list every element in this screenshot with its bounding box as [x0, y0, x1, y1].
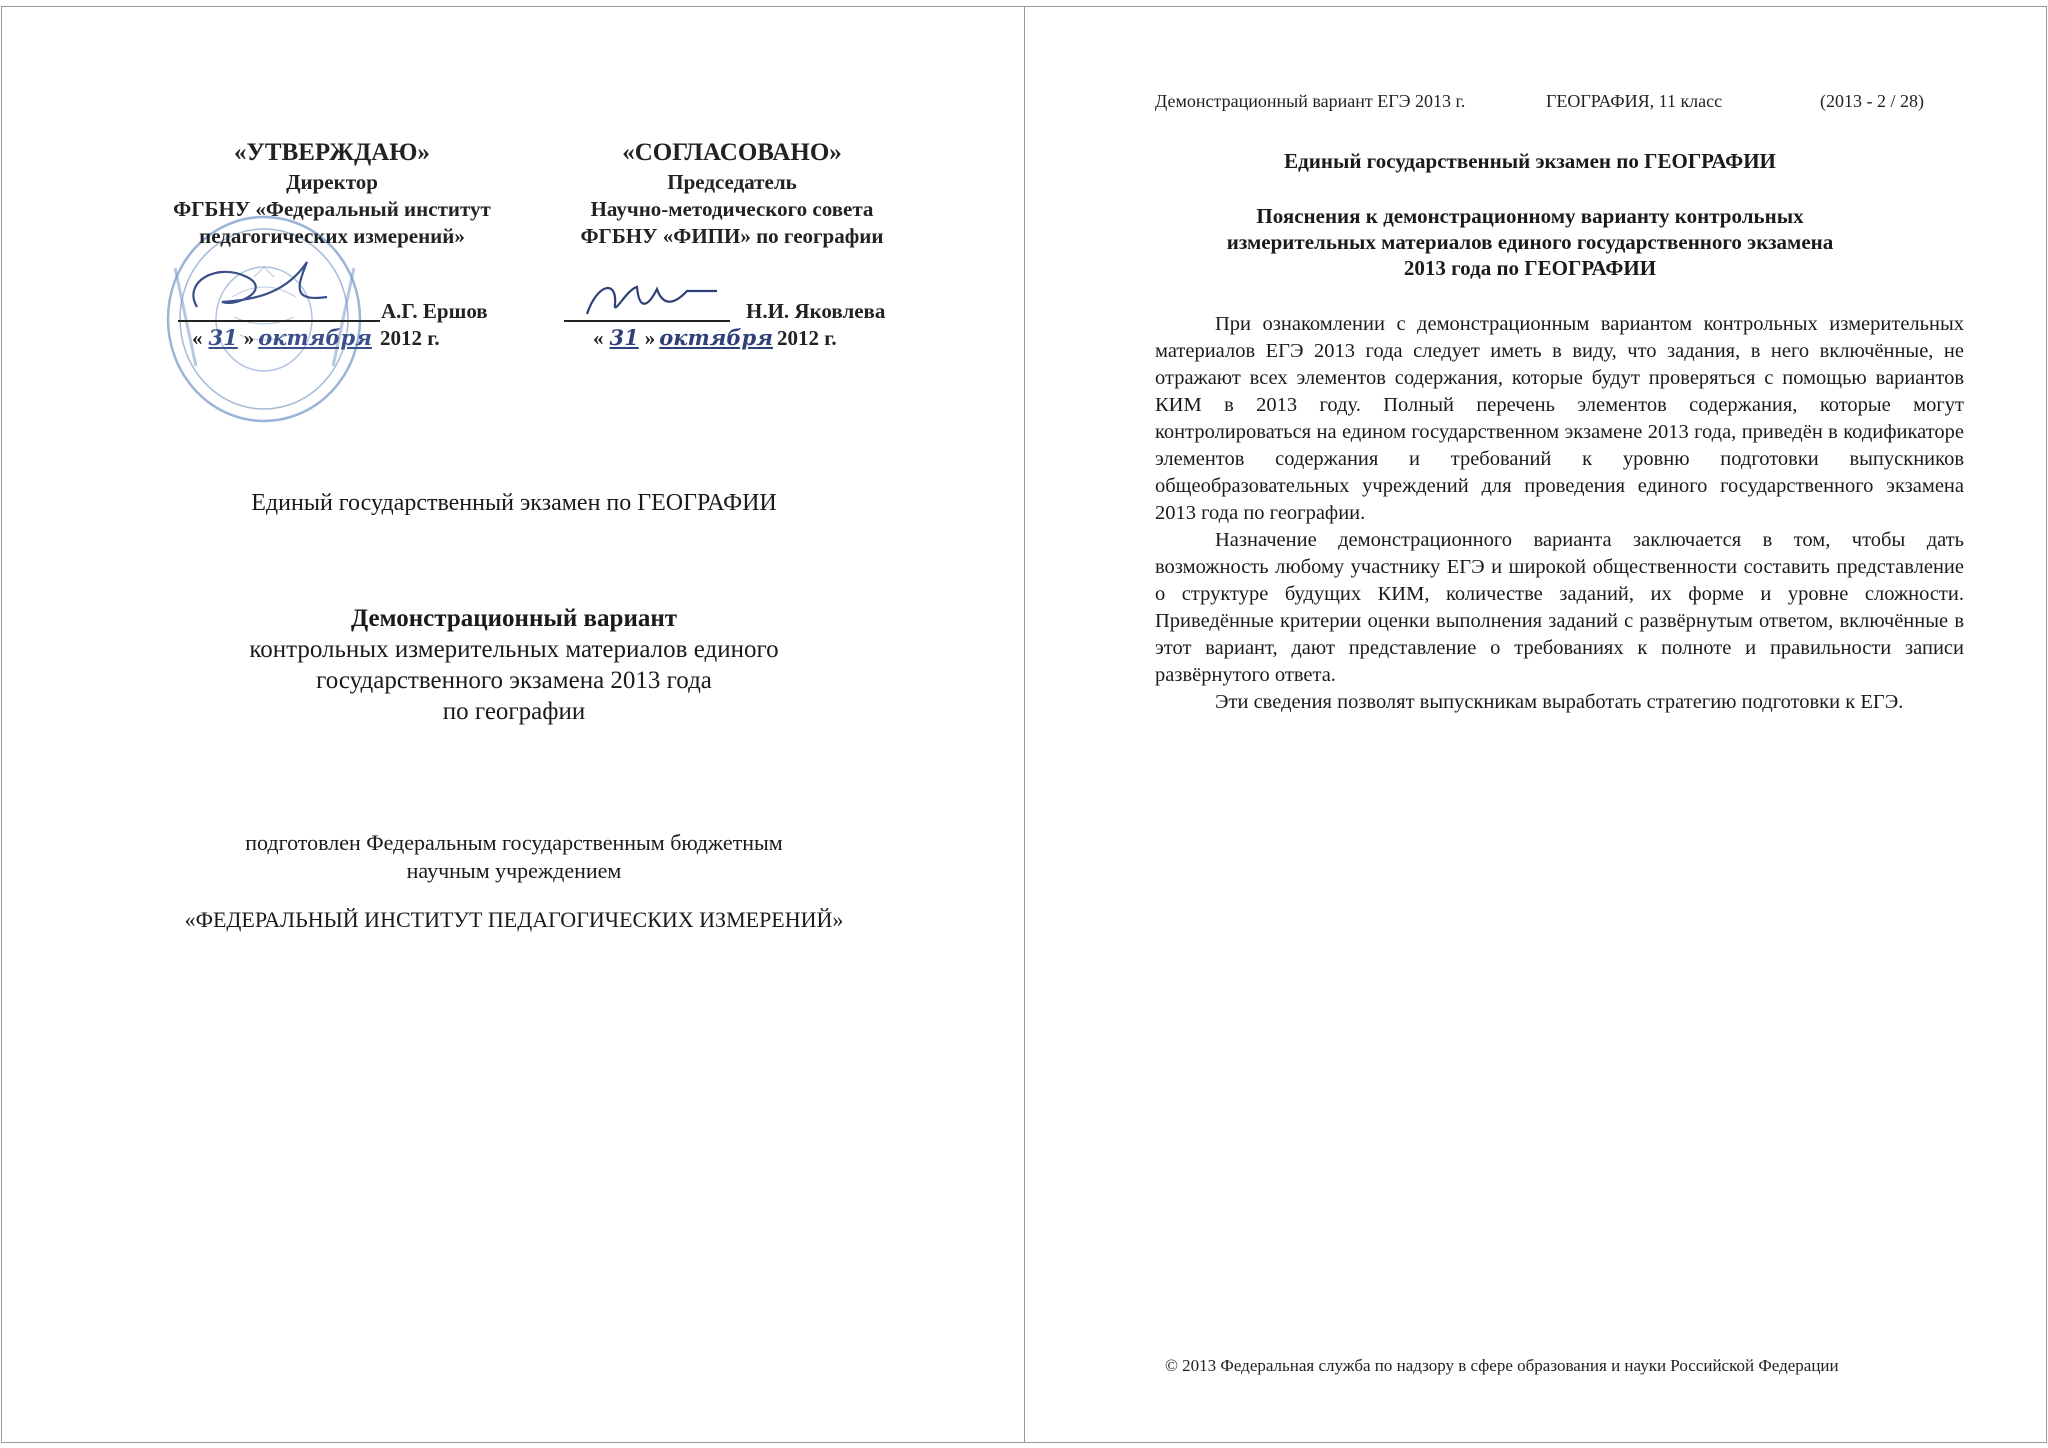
chair-signature-line	[564, 320, 730, 322]
prepared-by-block	[122, 829, 906, 885]
demo-variant-line1: контрольных измерительных материалов единого	[249, 636, 779, 663]
prepared-by-line1: подготовлен Федеральным государственным бюджетным	[245, 830, 783, 855]
director-date-open: «	[192, 326, 203, 350]
demo-variant-line3: по географии	[442, 698, 586, 725]
agreement-council: Научно-методического совета	[590, 197, 874, 221]
body-paragraph-1: При ознакомлении с демонстрационным вариантом контрольных измерительных материалов ЕГЭ 2013 года следует иметь в виду, что задания, в него включённые, не отражают всех элементов содержания, которые будут проверяться с помощью вариантов КИМ в 2013 году. Полный перечень элементов содержания, которые могут контролироваться на едином государственном экзамене 2013 года, приведён в кодификаторе элементов содержания и требований к уровню подготовки выпускников общеобразовательных учреждений для проведения единого государственного экзамена 2013 года по географии.	[1155, 313, 1964, 524]
director-name: А.Г. Ершов	[381, 299, 488, 323]
running-header-middle: ГЕОГРАФИЯ, 11 класс	[1546, 91, 1723, 111]
agreement-heading: «СОГЛАСОВАНО»	[622, 139, 842, 166]
demo-variant-title: Демонстрационный вариант	[350, 605, 678, 632]
chair-date-mid: »	[644, 326, 656, 350]
body-paragraph-3: Эти сведения позволят выпускникам выработать стратегию подготовки к ЕГЭ.	[1215, 691, 1904, 713]
title-page	[1, 6, 1025, 1443]
copyright-footer: © 2013 Федеральная служба по надзору в сфере образования и науки Российской Федерации	[1165, 1356, 1839, 1375]
institute-name: «ФЕДЕРАЛЬНЫЙ ИНСТИТУТ ПЕДАГОГИЧЕСКИХ ИЗМЕРЕНИЙ»	[184, 907, 844, 932]
explanation-page	[1024, 6, 2047, 1443]
chair-name: Н.И. Яковлева	[746, 299, 886, 323]
explanation-subtitle-line2: измерительных материалов единого государственного экзамена	[1226, 230, 1834, 254]
explanation-title: Единый государственный экзамен по ГЕОГРАФИИ	[1284, 149, 1776, 173]
explanation-subtitle-line3: 2013 года по ГЕОГРАФИИ	[1403, 256, 1657, 280]
approval-organization: ФГБНУ «Федеральный институт	[173, 197, 491, 221]
demo-variant-block	[122, 603, 906, 727]
explanation-subtitle-line1: Пояснения к демонстрационному варианту контрольных	[1256, 204, 1804, 228]
director-date-month: октября	[258, 325, 372, 350]
approval-organization-cont: педагогических измерений»	[199, 224, 465, 248]
exam-title: Единый государственный экзамен по ГЕОГРАФИИ	[251, 490, 777, 516]
approval-heading: «УТВЕРЖДАЮ»	[234, 139, 430, 166]
approval-position: Директор	[286, 170, 378, 194]
approval-block	[142, 137, 522, 250]
chair-date-day: 31	[609, 325, 639, 350]
director-date-mid: »	[243, 326, 255, 350]
director-date-day: 31	[208, 325, 238, 350]
page-number: (2013 - 2 / 28)	[1820, 91, 1924, 111]
chair-date-year: 2012 г.	[776, 326, 837, 350]
demo-variant-line2: государственного экзамена 2013 года	[316, 667, 712, 694]
chair-signature-icon	[577, 269, 727, 324]
chair-date-month: октября	[659, 325, 773, 350]
director-date	[192, 325, 440, 351]
explanation-body	[1155, 311, 1964, 716]
director-signature-icon	[177, 252, 367, 322]
explanation-subtitle	[1155, 203, 1905, 281]
body-paragraph-2: Назначение демонстрационного варианта заключается в том, чтобы дать возможность любому участнику ЕГЭ и широкой общественности составить представление о структуре будущих КИМ, количестве заданий, их форме и уровне сложности. Приведённые критерии оценки выполнения заданий с развёрнутым ответом, включённые в этот вариант, дают представление о требованиях к полноте и правильности записи развёрнутого ответа.	[1155, 529, 1964, 686]
agreement-block	[542, 137, 922, 250]
agreement-organization: ФГБНУ «ФИПИ» по географии	[580, 224, 884, 248]
chair-date	[593, 325, 837, 351]
chair-date-open: «	[593, 326, 604, 350]
director-date-year: 2012 г.	[379, 326, 440, 350]
running-header-left: Демонстрационный вариант ЕГЭ 2013 г.	[1155, 91, 1466, 111]
agreement-position: Председатель	[667, 170, 797, 194]
prepared-by-line2: научным учреждением	[406, 858, 622, 883]
director-signature-line	[178, 320, 380, 322]
